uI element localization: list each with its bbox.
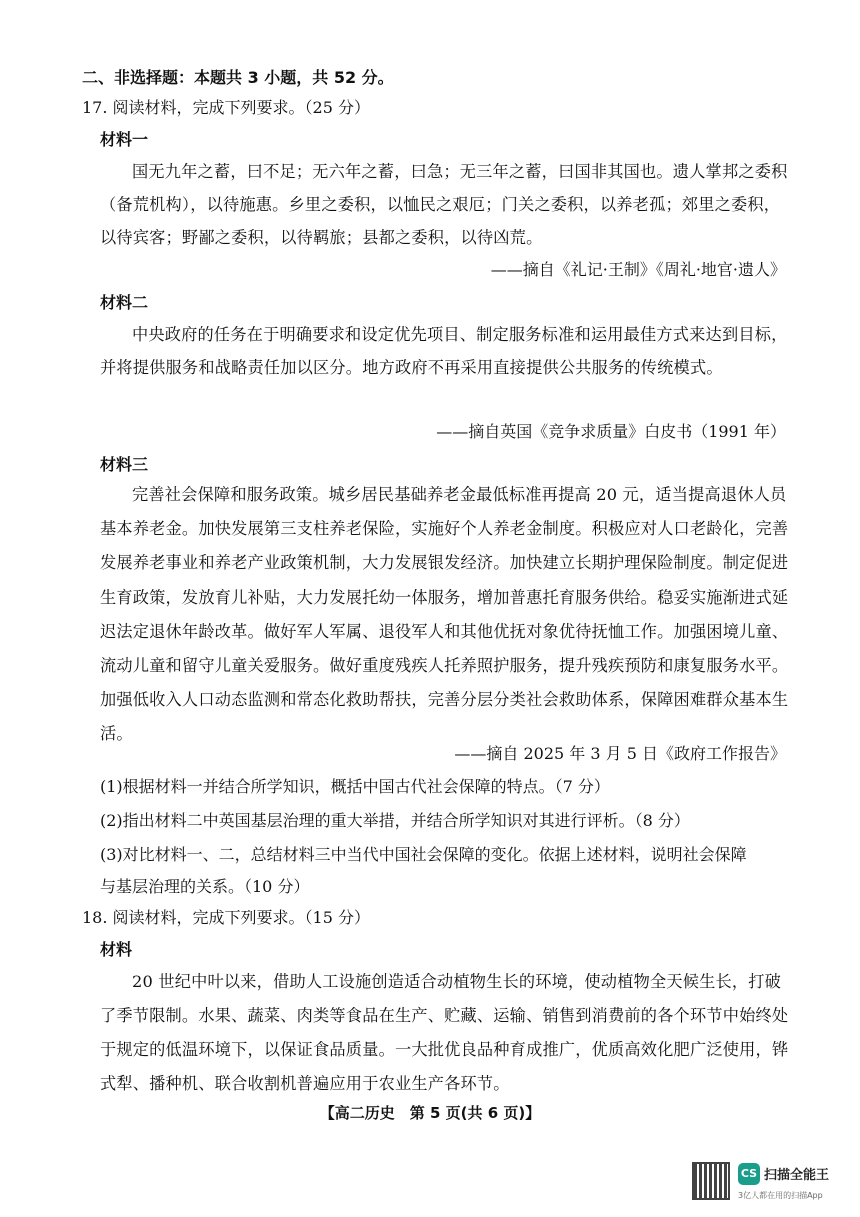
qr-code-icon bbox=[692, 1162, 730, 1200]
q17-subquestion-3-cont: 与基层治理的关系。（10 分） bbox=[100, 877, 310, 896]
material-2-title: 材料二 bbox=[100, 293, 149, 312]
material-3-text: 完善社会保障和服务政策。城乡居民基础养老金最低标准再提高 20 元，适当提高退休人员基本养老金。加快发展第三支柱养老保险，实施好个人养老金制度。积极应对人口老龄化，完善发展养老事业和养老产业政策机制，大力发展银发经济。加快建立长期护理保险制度。制定促进生育政策，发放育儿补贴，大力发展托幼一体服务，增加普惠托育服务供给。稳妥实施渐进式延迟法定退休年龄改革。做好军人军属、退役军人和其他优抚对象优待抚恤工作。加强困境儿童、流动儿童和留守儿童关爱服务。做好重度残疾人托养照护服务，提升残疾预防和康复服务水平。加强低收入人口动态监测和常态化救助帮扶，完善分层分类社会救助体系，保障困难群众基本生活。 bbox=[100, 485, 789, 744]
camscanner-name: 扫描全能王 bbox=[764, 1168, 830, 1183]
q17-subquestion-1: (1)根据材料一并结合所学知识，概括中国古代社会保障的特点。（7 分） bbox=[100, 777, 610, 796]
camscanner-logo-icon: CS bbox=[738, 1163, 760, 1185]
section-header: 二、非选择题：本题共 3 小题，共 52 分。 bbox=[82, 68, 394, 87]
material-3-source: ——摘自 2025 年 3 月 5 日《政府工作报告》 bbox=[454, 744, 786, 763]
q17-subquestion-2: (2)指出材料二中英国基层治理的重大举措，并结合所学知识对其进行评析。（8 分） bbox=[100, 811, 690, 830]
q18-material-text: 20 世纪中叶以来，借助人工设施创造适合动植物生长的环境，使动植物全天候生长，打破了季节限制。水果、蔬菜、肉类等食品在生产、贮藏、运输、销售到消费前的各个环节中始终处于规定的低温环境下，以保证食品质量。一大批优良品种育成推广，优质高效化肥广泛使用，铧式犁、播种机、联合收割机普遍应用于农业生产各环节。 bbox=[100, 972, 789, 1093]
material-2-source: ——摘自英国《竞争求质量》白皮书（1991 年） bbox=[436, 422, 786, 441]
camscanner-tagline: 3亿人都在用的扫描App bbox=[738, 1191, 823, 1200]
material-1-source: ——摘自《礼记·王制》《周礼·地官·遗人》 bbox=[490, 260, 786, 279]
question-18-stem: 18. 阅读材料，完成下列要求。（15 分） bbox=[82, 908, 370, 927]
material-2-text: 中央政府的任务在于明确要求和设定优先项目、制定服务标准和运用最佳方式来达到目标，并将提供服务和战略责任加以区分。地方政府不再采用直接提供公共服务的传统模式。 bbox=[100, 325, 788, 377]
material-1-title: 材料一 bbox=[100, 130, 149, 149]
page-footer: 【高二历史 第 5 页(共 6 页)】 bbox=[319, 1104, 541, 1122]
q17-subquestion-3: (3)对比材料一、二，总结材料三中当代中国社会保障的变化。依据上述材料，说明社会保障 bbox=[100, 845, 747, 864]
material-3-title: 材料三 bbox=[100, 455, 149, 474]
question-17-stem: 17. 阅读材料，完成下列要求。（25 分） bbox=[82, 98, 370, 117]
material-1-text: 国无九年之蓄，曰不足；无六年之蓄，曰急；无三年之蓄，曰国非其国也。遗人掌邦之委积（备荒机构），以待施惠。乡里之委积，以恤民之艰厄；门关之委积，以养老孤；郊里之委积，以待宾客；野鄙之委积，以待羁旅；县都之委积，以待凶荒。 bbox=[100, 162, 788, 247]
q18-material-title: 材料 bbox=[100, 940, 133, 959]
